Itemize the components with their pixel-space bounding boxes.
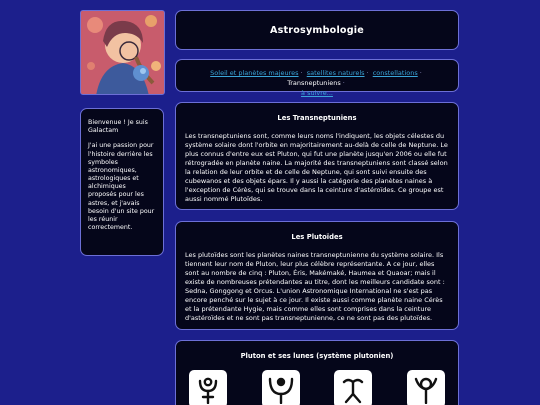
hydra-symbol-icon — [407, 370, 445, 405]
charon-symbol-icon — [262, 370, 300, 405]
avatar — [80, 10, 165, 95]
section-body: Les transneptuniens sont, comme leurs noms l'indiquent, les objets célestes du système solaire dont l'orbite en majoritairement au-delà de celle de Neptune. Le plus connus d'entre eux est Pluton, qui fut une planète jusqu'en 2006 ou elle fut rétrogradée en planète naine. La majorité des transneptuniens sont classé selon la relation de leur orbite et de celle de Neptune, qui sont suivi ensuite des cubewanos et des objets épars. Il y aussi la catégorie des planètes naines à l'exception de Cérès, qui se trouve dans la ceinture d'astéroïdes. Ce groupe est aussi nommé Plutoïdes. — [185, 132, 448, 204]
section-title: Les Transneptuniens — [277, 114, 357, 122]
site-title[interactable]: Astrosymbologie — [269, 24, 364, 36]
symbol-row — [185, 370, 449, 405]
intro-panel — [80, 108, 164, 256]
avatar-illustration — [81, 11, 165, 95]
nav-link-constellations[interactable]: constellations — [372, 69, 418, 77]
site-header — [175, 10, 459, 50]
nix-symbol-icon — [334, 370, 372, 405]
section-pluton-lunes — [175, 340, 459, 405]
greeting-text: Bienvenue ! Je suis Galactam — [88, 119, 148, 135]
section-transneptuniens — [175, 102, 459, 210]
section-title: Pluton et ses lunes (système plutonien) — [240, 352, 394, 360]
section-plutoides — [175, 221, 459, 330]
section-body: Les plutoïdes sont les planètes naines transneptunienne du système solaire. Ils tiennent leur nom de Pluton, leur plus célèbre représentante. A ce jour, elles sont au nombre de cinq : Pluton, Éris, Makémaké, Haumea et Quaoar; mais il existe de nombreuses prétendantes au titre, dont les meilleurs candidate sont : Sedna, Gonggong et Orcus. L'union Astronomique International ne s'est pas encore penché sur le sujet à ce jour. Il existe aussi comme planète naine Cérès et la prétendante Hygie, mais comme elles sont comprises dans la ceinture d'astéroïdes et ne sont pas transneptunienne, ce ne sont pas des plutoïdes. — [185, 251, 445, 323]
nav-link-soleil[interactable]: Soleil et planètes majeures — [210, 69, 299, 77]
navigation-bar: Soleil et planètes majeures · satellites naturels · constellations · Transneptuniens · à suivre... — [175, 59, 459, 92]
nav-current-transneptuniens: Transneptuniens — [287, 79, 341, 88]
pluto-symbol-icon — [189, 370, 227, 405]
nav-link-a-suivre[interactable]: à suivre... — [301, 89, 333, 98]
intro-description: J'ai une passion pour l'histoire derrière les symboles astronomiques, astrologiques et alchimiques proposés pour les astres, et j'avais besoin d'un site pour les réunir correctement. — [88, 142, 155, 232]
nav-link-satellites[interactable]: satellites naturels — [306, 69, 365, 77]
section-title: Les Plutoïdes — [291, 233, 343, 241]
